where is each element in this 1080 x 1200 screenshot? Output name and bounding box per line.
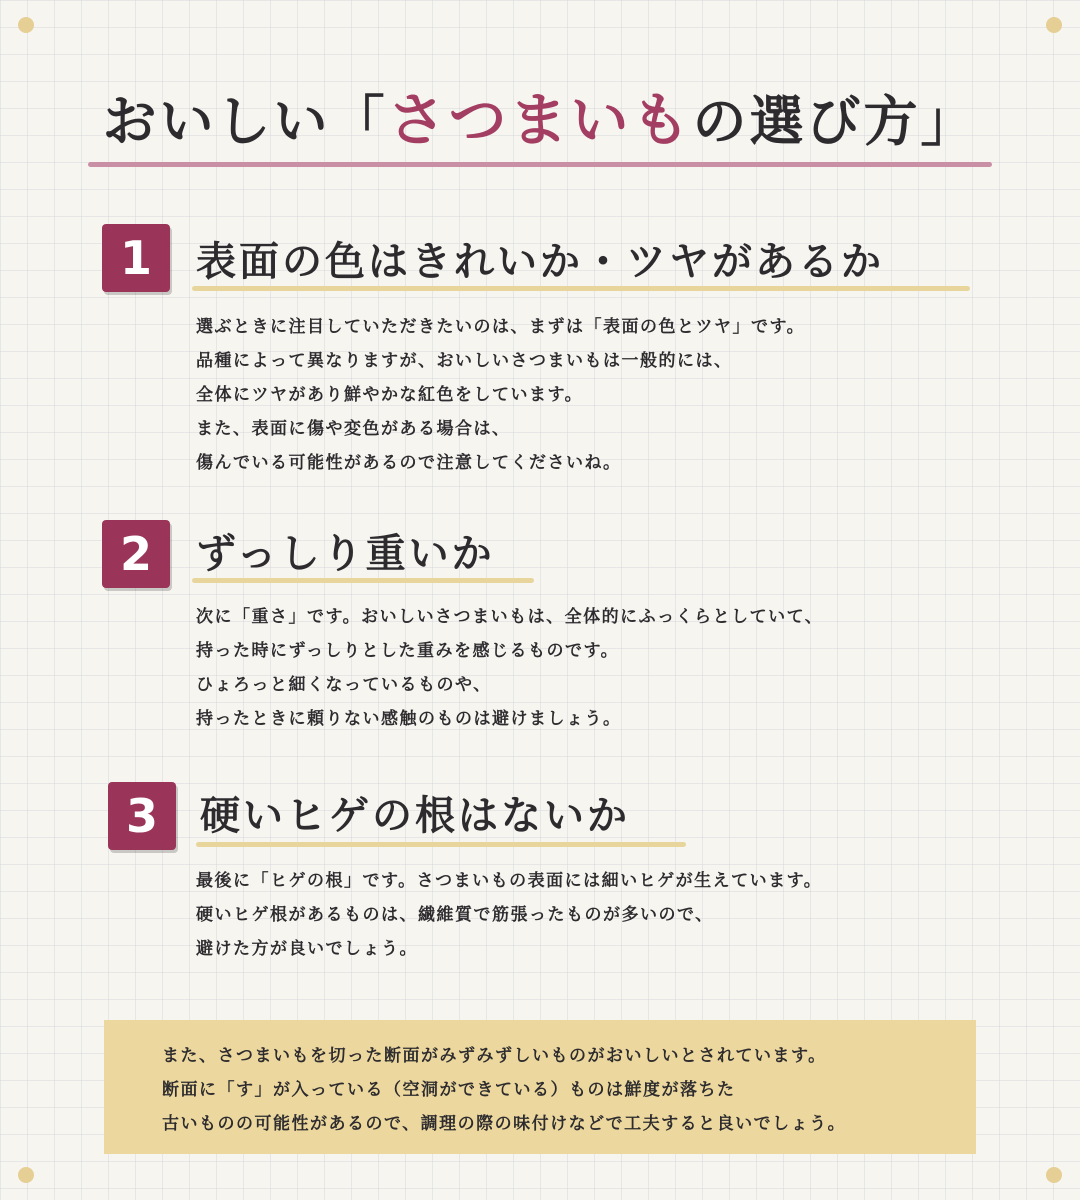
body-line: 次に「重さ」です。おいしいさつまいもは、全体的にふっくらとしていて、 — [196, 607, 824, 627]
pin-dot-top-right — [1046, 17, 1062, 33]
note-body — [162, 1039, 846, 1141]
body-line: 持ったときに頼りない感触のものは避けましょう。 — [196, 709, 622, 729]
section-heading-underline — [196, 842, 686, 847]
pin-dot-bottom-left — [18, 1167, 34, 1183]
body-line: 全体にツヤがあり鮮やかな紅色をしています。 — [196, 385, 584, 405]
section-number-badge: 2 — [102, 520, 170, 588]
body-line: 最後に「ヒゲの根」です。さつまいもの表面には細いヒゲが生えています。 — [196, 871, 823, 891]
body-line: 避けた方が良いでしょう。 — [196, 939, 418, 959]
section-body — [196, 864, 1016, 966]
note-line: また、さつまいもを切った断面がみずみずしいものがおいしいとされています。 — [162, 1046, 827, 1066]
page-title — [88, 82, 992, 168]
pin-dot-top-left — [18, 17, 34, 33]
section-heading: 表面の色はきれいか・ツヤがあるか — [196, 239, 884, 285]
title-suffix: の選び方」 — [692, 90, 978, 153]
section-body — [196, 600, 1016, 736]
body-line: 品種によって異なりますが、おいしいさつまいもは一般的には、 — [196, 351, 733, 371]
title-prefix: おいしい「 — [102, 90, 388, 153]
section-heading-underline — [192, 286, 970, 291]
pin-dot-bottom-right — [1046, 1167, 1062, 1183]
section-body — [196, 310, 1016, 480]
note-box — [104, 1020, 976, 1154]
body-line: 硬いヒゲ根があるものは、繊維質で筋張ったものが多いので、 — [196, 905, 714, 925]
title-underline — [88, 162, 992, 167]
section-heading: ずっしり重いか — [196, 531, 495, 577]
body-line: 持った時にずっしりとした重みを感じるものです。 — [196, 641, 620, 661]
section-heading-underline — [192, 578, 534, 583]
body-line: ひょろっと細くなっているものや、 — [196, 675, 492, 695]
section-number-badge: 1 — [102, 224, 170, 292]
section-heading: 硬いヒゲの根はないか — [200, 793, 630, 839]
body-line: また、表面に傷や変色がある場合は、 — [196, 419, 511, 439]
body-line: 傷んでいる可能性があるので注意してくださいね。 — [196, 453, 622, 473]
note-line: 断面に「す」が入っている（空洞ができている）ものは鮮度が落ちた — [162, 1080, 736, 1100]
body-line: 選ぶときに注目していただきたいのは、まずは「表面の色とツヤ」です。 — [196, 317, 806, 337]
note-line: 古いものの可能性があるので、調理の際の味付けなどで工夫すると良いでしょう。 — [162, 1114, 847, 1134]
title-accent: さつまいも — [387, 86, 693, 154]
section-number-badge: 3 — [108, 782, 176, 850]
